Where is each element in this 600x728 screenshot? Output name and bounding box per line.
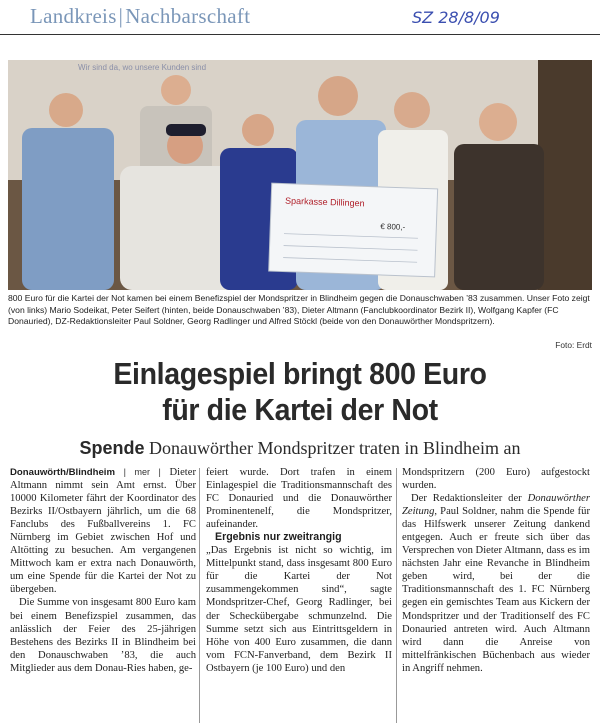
handwritten-date-note: SZ 28/8/09 xyxy=(412,8,500,27)
paragraph xyxy=(10,466,196,596)
check-amount: € 800,- xyxy=(380,221,406,232)
paragraph: Die Summe von insgesamt 800 Euro kam bei einem Benefizspiel zusammen, das anlässlich der Feier des 25-jährigen Bestehens des Bezirks II in Blindheim bei den Donauschwaben ’83, die auch Mitglieder aus dem Donau-Ries haben, ge- xyxy=(10,597,196,674)
headline-line-2: für die Kartei der Not xyxy=(162,392,438,427)
article-subheadline xyxy=(0,438,600,459)
newspaper-name: Donauwörther Zeitung xyxy=(402,493,590,518)
paragraph-text: , Paul Soldner, nahm die Spende für das Hilfswerk unserer Zeitung dankend entgegen. Auch er freute sich über das Versprechen von Dieter Altmann, dass es im nächsten Jahr eine Revanche in Blindheim geben wird, bei der die Traditionsmannschaft des 1. FC Nürnberg gegen ein gemischtes Team aus Kickern der Mondspritzer und der Traditionself des FC Donauried antreten wird. Auch Altmann wird dann die Anreise von mittelfränkischen Büchenbach aus wieder in Angriff nehmen. xyxy=(402,506,590,674)
photo-banner-text: Wir sind da, wo unsere Kunden sind xyxy=(78,63,207,72)
dateline: Donauwörth/Blindheim xyxy=(10,467,115,478)
photo-credit: Foto: Erdt xyxy=(555,340,592,350)
section-left: Landkreis xyxy=(30,4,117,28)
article-headline xyxy=(24,356,576,428)
article-column-1 xyxy=(10,466,196,675)
section-separator: | xyxy=(118,4,124,28)
check-bank-name: Sparkasse Dillingen xyxy=(284,195,365,209)
article-column-2 xyxy=(206,466,392,675)
headline-line-1: Einlagespiel bringt 800 Euro xyxy=(113,356,487,391)
paragraph: Mondspritzern (200 Euro) aufgestockt wurden. xyxy=(402,467,590,492)
paragraph-text: Der Redaktionsleiter der xyxy=(411,493,528,505)
kicker: Spende xyxy=(79,438,145,458)
photo-illustration xyxy=(8,60,592,290)
paragraph: „Das Ergebnis ist nicht so wichtig, im Mittelpunkt stand, dass insgesamt 800 Euro für die Kartei der Not zusammengekommen sind“, sagte Mondspritzer-Chef, Georg Radlinger, bei der Scheckübergabe schmunzelnd. Die Summe setzt sich aus Eintrittsgeldern in Höhe von 400 Euro zusammen, die dann vom FCN-Fanverband, dem Bezirk II Ostbayern (je 100 Euro) und den xyxy=(206,545,392,674)
group-photo xyxy=(8,60,592,290)
article-column-3 xyxy=(402,466,590,675)
section-title xyxy=(30,4,250,29)
subheadline-text: Donauwörther Mondspritzer traten in Blindheim an xyxy=(149,438,521,458)
section-right: Nachbarschaft xyxy=(125,4,251,28)
photo-caption: 800 Euro für die Kartei der Not kamen bei einem Benefizspiel der Mondspritzer in Blindheim gegen die Donauschwaben ’83 zusammen. Unser Foto zeigt (von links) Mario Sodeikat, Peter Seifert (hinten, beide Donauschwaben ’83), Dieter Altmann (Fanclubkoordinator Bezirk II), Wolfgang Kapfer (FC Donauried), DZ-Redaktionsleiter Paul Soldner, Georg Radlinger und Alfred Stöckl (beide von den Donauwörther Mondspritzern). xyxy=(8,293,590,327)
author-tag: | mer | xyxy=(123,467,161,477)
column-divider xyxy=(199,468,200,723)
paragraph: feiert wurde. Dort trafen in einem Einlagespiel die Traditionsmannschaft des FC Donauried und die Donauwörther Prominentenelf, die Mondspritzer, aufeinander. xyxy=(206,467,392,531)
paragraph xyxy=(402,492,590,675)
paragraph-text: Dieter Altmann nimmt sein Amt ernst. Über 10000 Kilometer fährt der Koordinator des Bezirks II/Ostbayern jährlich, um die 68 Fanclubs des Fußballvereins 1. FC Nürnberg im Gebiet zwischen Hof und Altötting zu besuchen. Am vergangenen Mittwoch kam er extra nach Donauwörth, um eine Spende für die Kartei der Not zu übergeben. xyxy=(10,467,196,596)
column-divider xyxy=(396,468,397,723)
section-subhead: Ergebnis nur zweitrangig xyxy=(215,531,342,544)
masthead xyxy=(0,0,600,35)
